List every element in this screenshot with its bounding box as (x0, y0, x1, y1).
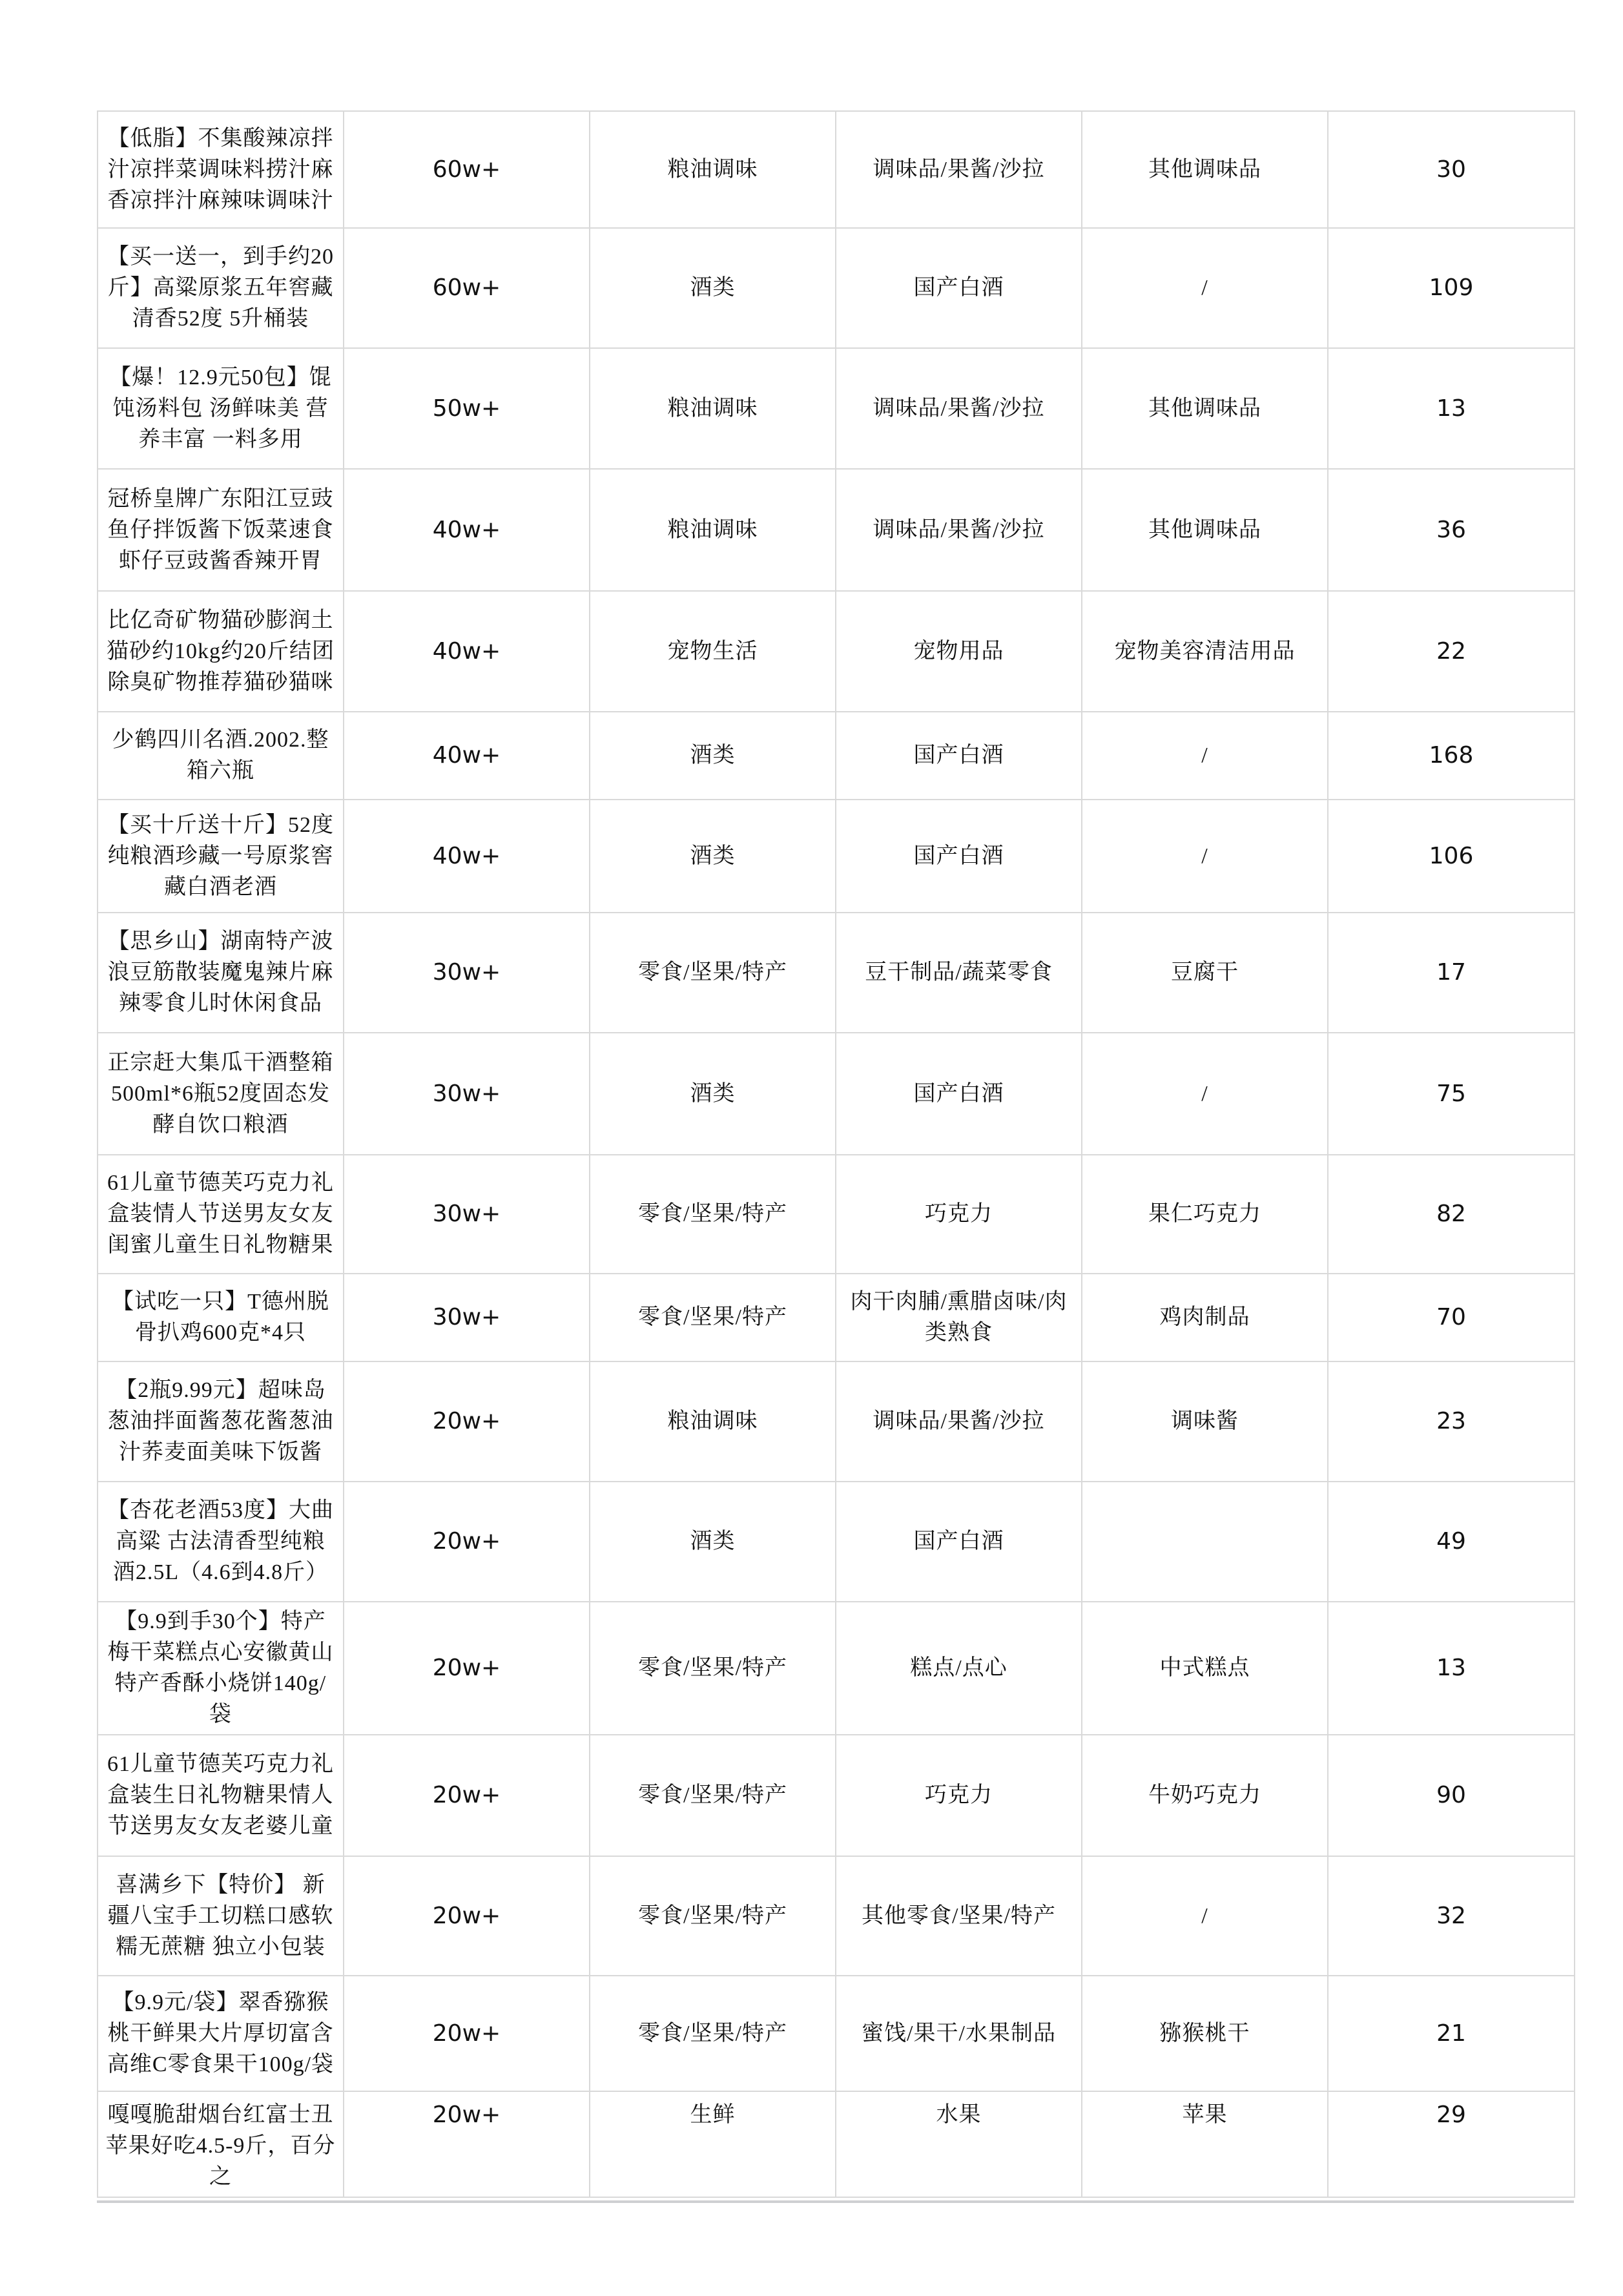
cell-category-level3[interactable]: 中式糕点 (1082, 1602, 1328, 1735)
cell-sales-tier[interactable]: 30w+ (344, 1033, 590, 1155)
cell-count[interactable]: 30 (1328, 111, 1575, 228)
cell-sales-tier[interactable]: 20w+ (344, 1856, 590, 1976)
table-row (98, 1735, 1575, 1856)
cell-product-title[interactable]: 喜满乡下【特价】 新疆八宝手工切糕口感软糯无蔗糖 独立小包装 (98, 1856, 344, 1976)
cell-product-title[interactable]: 嘎嘎脆甜烟台红富士丑苹果好吃4.5-9斤，百分之 (98, 2091, 344, 2197)
cell-sales-tier[interactable]: 40w+ (344, 469, 590, 591)
cell-product-title[interactable]: 【低脂】不集酸辣凉拌汁凉拌菜调味料捞汁麻香凉拌汁麻辣味调味汁 (98, 111, 344, 228)
table-row (98, 591, 1575, 712)
cell-category-level3[interactable]: / (1082, 1033, 1328, 1155)
table-row (98, 228, 1575, 348)
cell-product-title[interactable]: 【爆！12.9元50包】馄饨汤料包 汤鲜味美 营养丰富 一料多用 (98, 348, 344, 469)
cell-category-level1[interactable]: 粮油调味 (590, 111, 836, 228)
cell-category-level3[interactable]: 果仁巧克力 (1082, 1155, 1328, 1274)
cell-product-title[interactable]: 比亿奇矿物猫砂膨润土猫砂约10kg约20斤结团除臭矿物推荐猫砂猫咪 (98, 591, 344, 712)
cell-count[interactable]: 29 (1328, 2091, 1575, 2197)
cell-category-level1[interactable]: 酒类 (590, 228, 836, 348)
cell-category-level2[interactable]: 国产白酒 (836, 1482, 1082, 1602)
cell-category-level2[interactable]: 国产白酒 (836, 712, 1082, 800)
table-row (98, 1602, 1575, 1735)
cell-product-title[interactable]: 【杏花老酒53度】大曲高粱 古法清香型纯粮酒2.5L（4.6到4.8斤） (98, 1482, 344, 1602)
cell-category-level3[interactable]: 其他调味品 (1082, 348, 1328, 469)
table-row (98, 1976, 1575, 2091)
products-grid (97, 110, 1575, 2198)
cell-category-level2[interactable]: 巧克力 (836, 1155, 1082, 1274)
cell-count[interactable]: 17 (1328, 913, 1575, 1033)
cell-product-title[interactable]: 【思乡山】湖南特产波浪豆筋散装魔鬼辣片麻辣零食儿时休闲食品 (98, 913, 344, 1033)
table-row (98, 712, 1575, 800)
table-row (98, 1361, 1575, 1482)
cell-sales-tier[interactable]: 30w+ (344, 913, 590, 1033)
cell-category-level1[interactable]: 零食/坚果/特产 (590, 1274, 836, 1361)
cell-sales-tier[interactable]: 20w+ (344, 2091, 590, 2197)
table-row (98, 1482, 1575, 1602)
table-row (98, 469, 1575, 591)
cell-sales-tier[interactable]: 20w+ (344, 1976, 590, 2091)
cell-category-level2[interactable]: 其他零食/坚果/特产 (836, 1856, 1082, 1976)
cell-category-level3[interactable]: 牛奶巧克力 (1082, 1735, 1328, 1856)
cell-count[interactable]: 49 (1328, 1482, 1575, 1602)
cell-category-level2[interactable]: 宠物用品 (836, 591, 1082, 712)
cell-category-level3[interactable]: 宠物美容清洁用品 (1082, 591, 1328, 712)
cell-category-level1[interactable]: 宠物生活 (590, 591, 836, 712)
table-row (98, 1155, 1575, 1274)
cell-category-level3[interactable]: / (1082, 228, 1328, 348)
cell-category-level2[interactable]: 糕点/点心 (836, 1602, 1082, 1735)
cell-product-title[interactable]: 【买十斤送十斤】52度纯粮酒珍藏一号原浆窖藏白酒老酒 (98, 800, 344, 913)
cell-category-level2[interactable]: 豆干制品/蔬菜零食 (836, 913, 1082, 1033)
cell-category-level1[interactable]: 零食/坚果/特产 (590, 913, 836, 1033)
cell-category-level3[interactable]: 苹果 (1082, 2091, 1328, 2197)
cell-category-level2[interactable]: 调味品/果酱/沙拉 (836, 348, 1082, 469)
cell-count[interactable]: 82 (1328, 1155, 1575, 1274)
table-row (98, 1033, 1575, 1155)
cell-sales-tier[interactable]: 60w+ (344, 228, 590, 348)
cell-sales-tier[interactable]: 40w+ (344, 712, 590, 800)
cell-count[interactable]: 21 (1328, 1976, 1575, 2091)
cell-category-level2[interactable]: 蜜饯/果干/水果制品 (836, 1976, 1082, 2091)
cell-category-level3[interactable]: 豆腐干 (1082, 913, 1328, 1033)
cell-count[interactable]: 36 (1328, 469, 1575, 591)
cell-category-level1[interactable]: 零食/坚果/特产 (590, 1602, 836, 1735)
cell-category-level1[interactable]: 酒类 (590, 712, 836, 800)
cell-product-title[interactable]: 【9.9到手30个】特产梅干菜糕点心安徽黄山特产香酥小烧饼140g/袋 (98, 1602, 344, 1735)
cell-count[interactable]: 23 (1328, 1361, 1575, 1482)
cell-category-level3[interactable]: 其他调味品 (1082, 469, 1328, 591)
cell-count[interactable]: 109 (1328, 228, 1575, 348)
cell-category-level1[interactable]: 酒类 (590, 1482, 836, 1602)
cell-count[interactable]: 13 (1328, 348, 1575, 469)
table-row (98, 1856, 1575, 1976)
cell-category-level3[interactable]: 鸡肉制品 (1082, 1274, 1328, 1361)
cell-category-level1[interactable]: 零食/坚果/特产 (590, 1976, 836, 2091)
cell-count[interactable]: 22 (1328, 591, 1575, 712)
cell-count[interactable]: 70 (1328, 1274, 1575, 1361)
cell-count[interactable]: 32 (1328, 1856, 1575, 1976)
cell-sales-tier[interactable]: 60w+ (344, 111, 590, 228)
cell-category-level3[interactable]: 猕猴桃干 (1082, 1976, 1328, 2091)
table-row (98, 111, 1575, 228)
cell-category-level2[interactable]: 调味品/果酱/沙拉 (836, 1361, 1082, 1482)
cell-sales-tier[interactable]: 50w+ (344, 348, 590, 469)
cell-category-level1[interactable]: 粮油调味 (590, 348, 836, 469)
cell-category-level2[interactable]: 国产白酒 (836, 228, 1082, 348)
table-row (98, 2091, 1575, 2197)
cell-product-title[interactable]: 【试吃一只】T德州脱骨扒鸡600克*4只 (98, 1274, 344, 1361)
cell-sales-tier[interactable]: 20w+ (344, 1482, 590, 1602)
table-row (98, 913, 1575, 1033)
cell-sales-tier[interactable]: 40w+ (344, 800, 590, 913)
cell-sales-tier[interactable]: 30w+ (344, 1155, 590, 1274)
cell-sales-tier[interactable]: 40w+ (344, 591, 590, 712)
cell-category-level1[interactable]: 酒类 (590, 800, 836, 913)
cell-count[interactable]: 75 (1328, 1033, 1575, 1155)
cell-category-level2[interactable]: 巧克力 (836, 1735, 1082, 1856)
cell-category-level1[interactable]: 零食/坚果/特产 (590, 1735, 836, 1856)
table-bottom-edge (97, 2200, 1574, 2203)
cell-category-level2[interactable]: 水果 (836, 2091, 1082, 2197)
cell-sales-tier[interactable]: 30w+ (344, 1274, 590, 1361)
cell-product-title[interactable]: 【2瓶9.99元】超味岛葱油拌面酱葱花酱葱油汁荞麦面美味下饭酱 (98, 1361, 344, 1482)
cell-count[interactable]: 168 (1328, 712, 1575, 800)
cell-product-title[interactable]: 61儿童节德芙巧克力礼盒装情人节送男友女友闺蜜儿童生日礼物糖果 (98, 1155, 344, 1274)
cell-category-level1[interactable]: 酒类 (590, 1033, 836, 1155)
products-table (97, 110, 1574, 2198)
table-row (98, 800, 1575, 913)
cell-sales-tier[interactable]: 20w+ (344, 1361, 590, 1482)
cell-product-title[interactable]: 【买一送一，到手约20斤】高粱原浆五年窖藏清香52度 5升桶装 (98, 228, 344, 348)
cell-category-level3[interactable]: / (1082, 1856, 1328, 1976)
cell-category-level3[interactable]: / (1082, 800, 1328, 913)
cell-sales-tier[interactable]: 20w+ (344, 1602, 590, 1735)
cell-product-title[interactable]: 61儿童节德芙巧克力礼盒装生日礼物糖果情人节送男友女友老婆儿童 (98, 1735, 344, 1856)
cell-count[interactable]: 106 (1328, 800, 1575, 913)
cell-category-level2[interactable]: 肉干肉脯/熏腊卤味/肉类熟食 (836, 1274, 1082, 1361)
table-row (98, 348, 1575, 469)
cell-category-level3[interactable]: 其他调味品 (1082, 111, 1328, 228)
cell-category-level2[interactable]: 国产白酒 (836, 800, 1082, 913)
cell-category-level1[interactable]: 零食/坚果/特产 (590, 1856, 836, 1976)
cell-category-level3[interactable] (1082, 1482, 1328, 1602)
cell-category-level1[interactable]: 粮油调味 (590, 1361, 836, 1482)
cell-category-level1[interactable]: 粮油调味 (590, 469, 836, 591)
cell-category-level3[interactable]: / (1082, 712, 1328, 800)
cell-sales-tier[interactable]: 20w+ (344, 1735, 590, 1856)
cell-product-title[interactable]: 【9.9元/袋】翠香猕猴桃干鲜果大片厚切富含高维C零食果干100g/袋 (98, 1976, 344, 2091)
cell-category-level2[interactable]: 国产白酒 (836, 1033, 1082, 1155)
cell-category-level2[interactable]: 调味品/果酱/沙拉 (836, 111, 1082, 228)
cell-category-level1[interactable]: 生鲜 (590, 2091, 836, 2197)
cell-product-title[interactable]: 冠桥皇牌广东阳江豆豉鱼仔拌饭酱下饭菜速食虾仔豆豉酱香辣开胃 (98, 469, 344, 591)
cell-count[interactable]: 90 (1328, 1735, 1575, 1856)
cell-count[interactable]: 13 (1328, 1602, 1575, 1735)
cell-category-level2[interactable]: 调味品/果酱/沙拉 (836, 469, 1082, 591)
cell-category-level1[interactable]: 零食/坚果/特产 (590, 1155, 836, 1274)
cell-product-title[interactable]: 少鹤四川名酒.2002.整箱六瓶 (98, 712, 344, 800)
cell-product-title[interactable]: 正宗赶大集瓜干酒整箱500ml*6瓶52度固态发酵自饮口粮酒 (98, 1033, 344, 1155)
table-row (98, 1274, 1575, 1361)
cell-category-level3[interactable]: 调味酱 (1082, 1361, 1328, 1482)
